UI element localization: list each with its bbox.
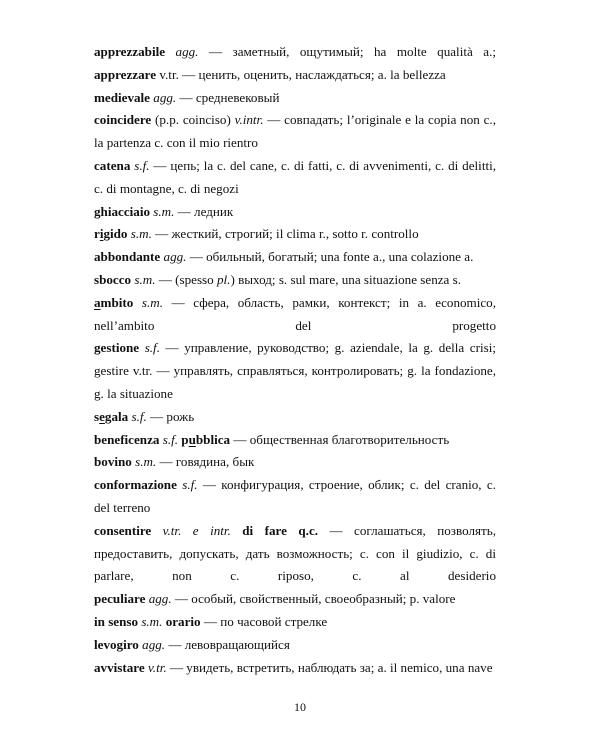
entry-text-segment: gido xyxy=(103,226,128,242)
entry-text-segment: (p.p. coinciso) xyxy=(151,112,235,128)
glossary-entry xyxy=(94,406,496,429)
entry-text-segment: s.m. xyxy=(141,613,163,629)
entry-text-segment: — управление, руководство; g. aziendale, la g. della crisi; gestire v.tr. — управлять, справляться, контролировать; g. la fondazione, g. la situazione xyxy=(94,340,500,401)
entry-text-segment: v.tr. — ценить, оценить, наслаждаться; a. la bellezza xyxy=(156,66,446,82)
entry-text-segment: — ледник xyxy=(174,203,234,219)
entry-text-segment: agg. xyxy=(148,591,172,607)
entry-text-segment: agg. xyxy=(163,249,187,265)
entry-text-segment: s.f. xyxy=(144,340,160,356)
entry-text-segment: — конфигурация, строение, облик; c. del cranio, c. del terreno xyxy=(94,477,500,515)
entry-text-segment: pl. xyxy=(216,271,231,287)
glossary-entry xyxy=(94,87,496,110)
entry-text-segment: abbondante xyxy=(94,249,161,265)
entry-text-segment: v.intr. xyxy=(234,112,264,128)
entry-text-segment: bovino xyxy=(94,454,132,470)
entry-text-segment: conformazione xyxy=(94,477,177,493)
entry-text-segment: s.f. xyxy=(134,157,150,173)
glossary-entry xyxy=(94,269,496,292)
entry-text-segment: — левовращающийся xyxy=(165,636,290,652)
entry-text-segment: s.f. xyxy=(182,477,198,493)
entry-text-segment: s.m. xyxy=(141,294,163,310)
entry-text-segment: s.m. xyxy=(135,454,157,470)
entry-text-segment: medievale xyxy=(94,89,150,105)
entry-text-segment: e xyxy=(99,408,105,424)
entry-text-segment: v.tr. xyxy=(162,522,182,538)
entry-text-segment xyxy=(199,523,210,538)
entry-text-segment: di fare q.c. xyxy=(242,522,319,538)
entry-text-segment: — заметный, ощутимый; ha molte qualità a.; xyxy=(198,44,496,59)
entry-text-segment: s xyxy=(94,408,100,424)
entry-text-segment: s.m. xyxy=(153,203,175,219)
entry-text-segment: s.m. xyxy=(130,226,152,242)
glossary-entry xyxy=(94,246,496,269)
glossary-entries xyxy=(94,41,500,679)
entry-text-segment: — рожь xyxy=(146,408,195,424)
entry-text-segment: — говядина, бык xyxy=(156,454,255,470)
glossary-entry xyxy=(94,223,496,246)
entry-text-segment: — увидеть, встретить, наблюдать за; a. il nemico, una nave xyxy=(166,659,493,675)
entry-text-segment xyxy=(181,523,192,538)
glossary-entry xyxy=(94,451,496,474)
glossary-entry xyxy=(94,292,500,338)
entry-text-segment: mbito xyxy=(100,294,134,310)
entry-text-segment: beneficenza xyxy=(94,431,160,447)
entry-text-segment: s.f. xyxy=(131,408,147,424)
entry-text-segment: s.m. xyxy=(134,271,156,287)
entry-text-segment: a xyxy=(94,294,101,310)
glossary-entry xyxy=(94,520,500,588)
entry-text-segment: v.tr. xyxy=(147,659,167,675)
entry-text-segment: agg. xyxy=(153,89,177,105)
entry-text-segment: e xyxy=(192,522,199,538)
entry-text-segment: levogiro xyxy=(94,636,139,652)
entry-text-segment: peculiare xyxy=(94,591,146,607)
entry-text-segment: — общественная благотворительность xyxy=(230,431,450,447)
entry-text-segment: gestione xyxy=(94,340,140,356)
glossary-entry xyxy=(94,588,496,611)
glossary-entry xyxy=(94,657,496,680)
entry-text-segment: agg. xyxy=(142,636,166,652)
entry-text-segment: — сфера, область, рамки, контекст; in a. economico, nell’ambito del progetto xyxy=(94,294,500,333)
entry-text-segment: agg. xyxy=(175,44,199,59)
glossary-entry xyxy=(94,429,496,452)
entry-text-segment: s.f. xyxy=(162,431,179,447)
entry-text-segment: — средневековый xyxy=(176,89,280,105)
entry-text-segment: u xyxy=(188,431,196,447)
entry-text-segment: intr. xyxy=(210,522,231,538)
entry-text-segment xyxy=(165,44,175,59)
entry-text-segment: orario xyxy=(165,613,201,629)
entry-text-segment: avvistare xyxy=(94,659,145,675)
entry-text-segment: ghiacciaio xyxy=(94,203,151,219)
entry-text-segment: apprezzare xyxy=(94,66,157,82)
entry-text-segment: bblica xyxy=(195,431,231,447)
entry-text-segment: sbocco xyxy=(94,271,132,287)
entry-text-segment: — обильный, богатый; una fonte a., una colazione a. xyxy=(186,249,474,265)
entry-text-segment: catena xyxy=(94,157,131,173)
entry-text-segment: — цепь; la c. del cane, c. di fatti, c. di avvenimenti, c. di delitti, c. di montagne, c. di negozi xyxy=(94,157,500,196)
page-number: 10 xyxy=(294,700,306,714)
entry-text-segment xyxy=(133,295,142,310)
glossary-entry xyxy=(94,201,496,224)
entry-text-segment: r xyxy=(94,226,100,242)
entry-text-segment: — по часовой стрелке xyxy=(200,613,328,629)
entry-text-segment: — (spesso xyxy=(155,271,217,287)
entry-text-segment: in senso xyxy=(94,613,139,629)
entry-text-segment: — соглашаться, позволять, предоставить, допускать, дать возможность; c. con il giudizio, c. di parlare, non c. riposo, c. al desiderio xyxy=(94,522,500,584)
glossary-entry xyxy=(94,634,496,657)
entry-text-segment: — жесткий, строгий; il clima r., sotto r. controllo xyxy=(151,226,419,242)
entry-text-segment xyxy=(151,523,162,538)
entry-text-segment: gala xyxy=(104,408,129,424)
entry-text-segment: p xyxy=(181,431,189,447)
glossary-entry xyxy=(94,109,500,155)
glossary-entry xyxy=(94,611,496,634)
glossary-entry xyxy=(94,41,496,64)
entry-text-segment: — совпадать; l’originale e la copia non c., la partenza c. con il mio rientro xyxy=(94,112,500,151)
entry-text-segment: i xyxy=(99,226,104,242)
entry-text-segment: ) выход; s. sul mare, una situazione senza s. xyxy=(230,271,462,287)
entry-text-segment: consentire xyxy=(94,522,152,538)
entry-text-segment: coincidere xyxy=(94,112,152,128)
glossary-entry xyxy=(94,155,500,201)
entry-text-segment: — особый, свойственный, своеобразный; p. valore xyxy=(171,591,456,607)
glossary-entry xyxy=(94,474,500,520)
entry-text-segment xyxy=(231,523,242,538)
entry-text-segment: apprezzabile xyxy=(94,44,166,59)
glossary-entry xyxy=(94,64,496,87)
glossary-entry xyxy=(94,337,500,405)
